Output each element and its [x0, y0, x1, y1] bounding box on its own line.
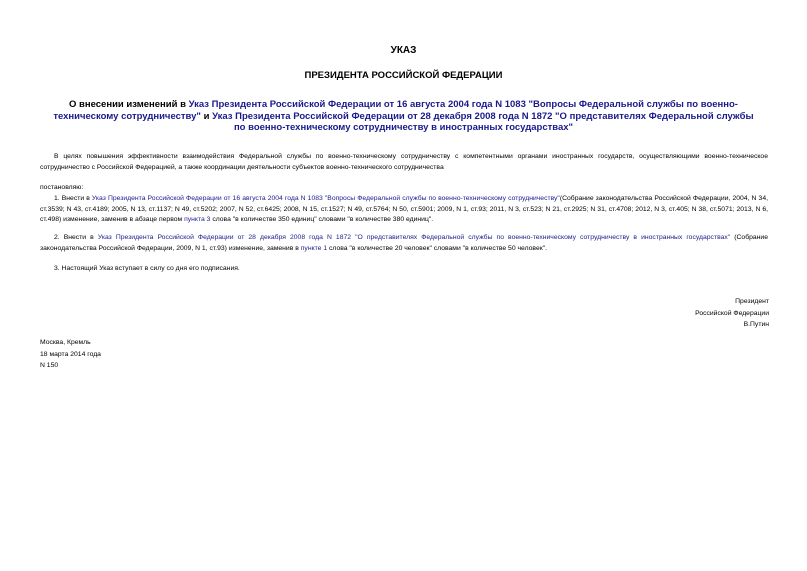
- item-2-link-decree-1872[interactable]: Указ Президента Российской Федерации от 28 декабря 2008 года N 1872 "О представителях Федеральной службы по военно-техническому сотрудничеству в иностранных государствах": [97, 234, 731, 241]
- document-title: [50, 99, 757, 134]
- item-1-link-decree-1083[interactable]: Указ Президента Российской Федерации от 16 августа 2004 года N 1083 "Вопросы Федеральной службы по военно-техническому сотрудничеству": [91, 195, 560, 202]
- item-2-text: (Собрание законодательства Российской Федерации, 2009, N 1, ст.93) изменение, заменив в: [40, 234, 768, 252]
- title-link-decree-1872[interactable]: Указ Президента Российской Федерации от 28 декабря 2008 года N 1872 "О представителях Федеральной службы по военно-техническому сотрудничеству в иностранных государствах": [212, 110, 754, 133]
- signature-country: Российской Федерации: [695, 309, 769, 317]
- item-2-suffix: слова "в количестве 20 человек" словами "в количестве 50 человек".: [327, 244, 548, 252]
- title-conjunction: и: [200, 110, 213, 122]
- item-2-prefix: 2. Внести в: [54, 234, 98, 241]
- item-1-paragraph: [40, 194, 768, 226]
- place: Москва, Кремль: [40, 339, 91, 346]
- issuer-heading: ПРЕЗИДЕНТА РОССИЙСКОЙ ФЕДЕРАЦИИ: [304, 70, 503, 81]
- item-1-prefix: 1. Внести в: [54, 195, 92, 202]
- signature-name: В.Путин: [743, 321, 769, 328]
- decree-word: постановляю:: [40, 184, 84, 191]
- document-type-heading: УКАЗ: [390, 45, 417, 56]
- item-3-paragraph: 3. Настоящий Указ вступает в силу со дня его подписания.: [54, 265, 240, 272]
- item-2-link-clause-1[interactable]: пункте 1: [300, 244, 328, 252]
- document-number: N 150: [40, 362, 59, 369]
- item-1-text: (Собрание законодательства Российской Федерации, 2004, N 34, ст.3539; N 43, ст.4189; 2005, N 13, ст.1137; N 49, ст.5202; 2007, N 52, ст.6425; 2008, N 15, ст.1527; N 49, ст.5764; N 50, ст.5901; 2009, N 1, ст.93; 2011, N 3, ст.523; N 21, ст.2925; N 31, ст.4708; 2012, N 3, ст.405; N 38, ст.5071; 2013, N 6, ст.498) изменение, заменив в абзаце первом: [40, 195, 768, 223]
- item-1-link-clause-3[interactable]: пункта 3: [184, 216, 211, 223]
- item-2-paragraph: [40, 233, 768, 254]
- title-link-decree-1083[interactable]: Указ Президента Российской Федерации от 16 августа 2004 года N 1083 "Вопросы Федеральной службы по военно-техническому сотрудничеству": [53, 99, 738, 122]
- signature-title: Президент: [735, 298, 769, 305]
- title-prefix: О внесении изменений в: [69, 99, 189, 110]
- item-1-suffix: слова "в количестве 350 единиц" словами "в количестве 380 единиц".: [210, 216, 434, 223]
- place-date-block: [40, 337, 101, 372]
- preamble-paragraph: В целях повышения эффективности взаимодействия Федеральной службы по военно-техническому сотрудничеству с компетентными органами иностранных государств, осуществляющими военно-техническое сотрудничество с Российской Федерацией, а также координации деятельности субъектов военно-технического сотрудничества: [40, 153, 768, 171]
- signature-block: [695, 296, 769, 331]
- date: 18 марта 2014 года: [40, 350, 101, 358]
